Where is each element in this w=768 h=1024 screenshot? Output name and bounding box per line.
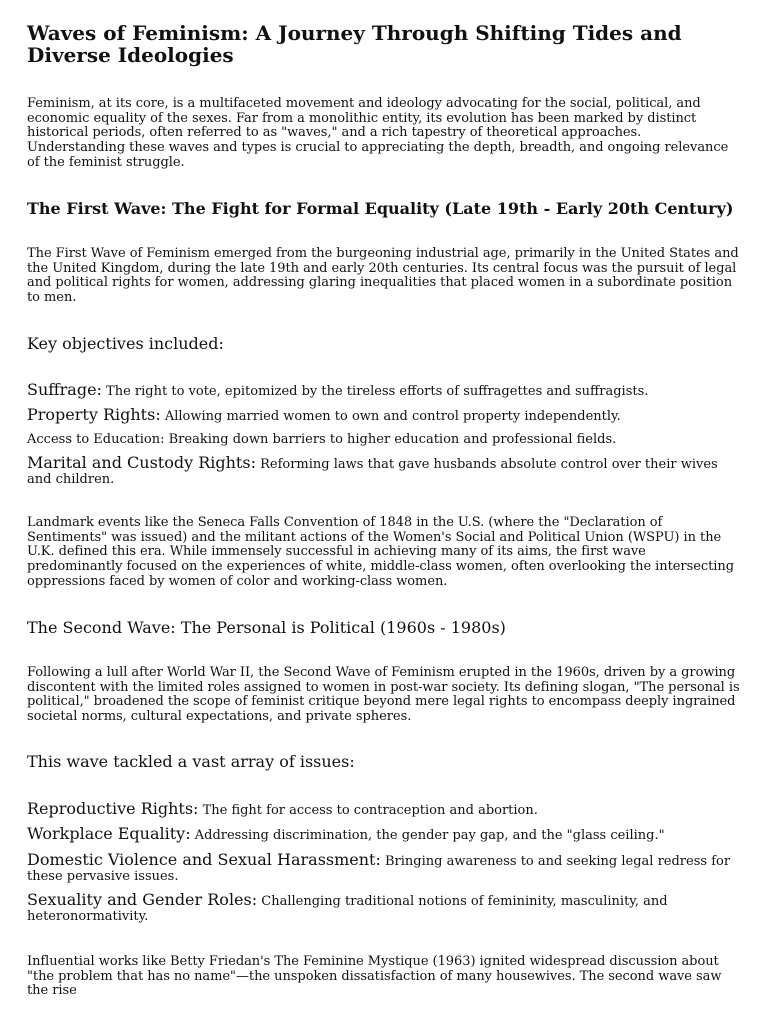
document-title: Waves of Feminism: A Journey Through Shifting Tides and Diverse Ideologies <box>27 21 682 67</box>
second-wave-closing-paragraph: Influential works like Betty Friedan's The Feminine Mystique (1963) ignited widespread discussion about "the problem that has no name"—the unspoken dissatisfaction of many housewives. The second wave saw the rise <box>27 954 722 999</box>
intro-paragraph: Feminism, at its core, is a multifaceted movement and ideology advocating for the social, political, and economic equality of the sexes. Far from a monolithic entity, its evolution has been marked by distinct historical periods, often referred to as "waves," and a rich tapestry of theoretical approaches. Understanding these waves and types is crucial to appreciating the depth, breadth, and ongoing relevance of the feminist struggle. <box>27 96 729 170</box>
list-item-label: Access to Education: <box>27 432 165 447</box>
list-item-label: Property Rights: <box>27 405 161 424</box>
first-wave-list-heading: Key objectives included: <box>27 334 224 353</box>
list-item-text: Addressing discrimination, the gender pay gap, and the "glass ceiling." <box>190 828 665 843</box>
list-item-text: The fight for access to contraception and abortion. <box>198 803 538 818</box>
list-item-text: Allowing married women to own and control property independently. <box>160 409 621 424</box>
list-item-text: Breaking down barriers to higher education and professional fields. <box>164 432 617 447</box>
list-item-text: Challenging traditional notions of femininity, masculinity, and heteronormativity. <box>27 894 668 924</box>
list-item-property-rights <box>27 407 743 424</box>
list-item-suffrage <box>27 382 743 399</box>
second-wave-paragraph: Following a lull after World War II, the Second Wave of Feminism erupted in the 1960s, driven by a growing discontent with the limited roles assigned to women in post-war society. Its defining slogan, "The personal is political," broadened the scope of feminist critique beyond mere legal rights to encompass deeply ingrained societal norms, cultural expectations, and private spheres. <box>27 665 740 725</box>
list-item-domestic-violence <box>27 852 743 884</box>
list-item-education <box>27 432 743 447</box>
list-item-text: The right to vote, epitomized by the tireless efforts of suffragettes and suffragists. <box>101 384 649 399</box>
list-item-label: Workplace Equality: <box>27 824 191 843</box>
first-wave-heading: The First Wave: The Fight for Formal Equality (Late 19th - Early 20th Century) <box>27 199 734 218</box>
list-item-text: Reforming laws that gave husbands absolute control over their wives and children. <box>27 457 718 487</box>
list-item-label: Sexuality and Gender Roles: <box>27 890 258 909</box>
list-item-label: Domestic Violence and Sexual Harassment: <box>27 850 381 869</box>
first-wave-paragraph: The First Wave of Feminism emerged from the burgeoning industrial age, primarily in the United States and the United Kingdom, during the late 19th and early 20th centuries. Its central focus was the pursuit of legal and political rights for women, addressing glaring inequalities that placed women in a subordinate position to men. <box>27 246 739 306</box>
list-item-label: Suffrage: <box>27 380 102 399</box>
second-wave-heading: The Second Wave: The Personal is Political (1960s - 1980s) <box>27 618 506 637</box>
list-item-label: Marital and Custody Rights: <box>27 453 256 472</box>
first-wave-closing-paragraph: Landmark events like the Seneca Falls Convention of 1848 in the U.S. (where the "Declaration of Sentiments" was issued) and the militant actions of the Women's Social and Political Union (WSPU) in the U.K. defined this era. While immensely successful in achieving many of its aims, the first wave predominantly focused on the experiences of white, middle-class women, often overlooking the intersecting oppressions faced by women of color and working-class women. <box>27 515 734 589</box>
list-item-label: Reproductive Rights: <box>27 799 199 818</box>
second-wave-list-heading: This wave tackled a vast array of issues: <box>27 752 355 771</box>
list-item-text: Bringing awareness to and seeking legal redress for these pervasive issues. <box>27 854 731 884</box>
list-item-workplace-equality <box>27 826 743 843</box>
list-item-reproductive-rights <box>27 801 743 818</box>
list-item-marital-rights <box>27 455 743 487</box>
list-item-sexuality-gender-roles <box>27 892 743 924</box>
